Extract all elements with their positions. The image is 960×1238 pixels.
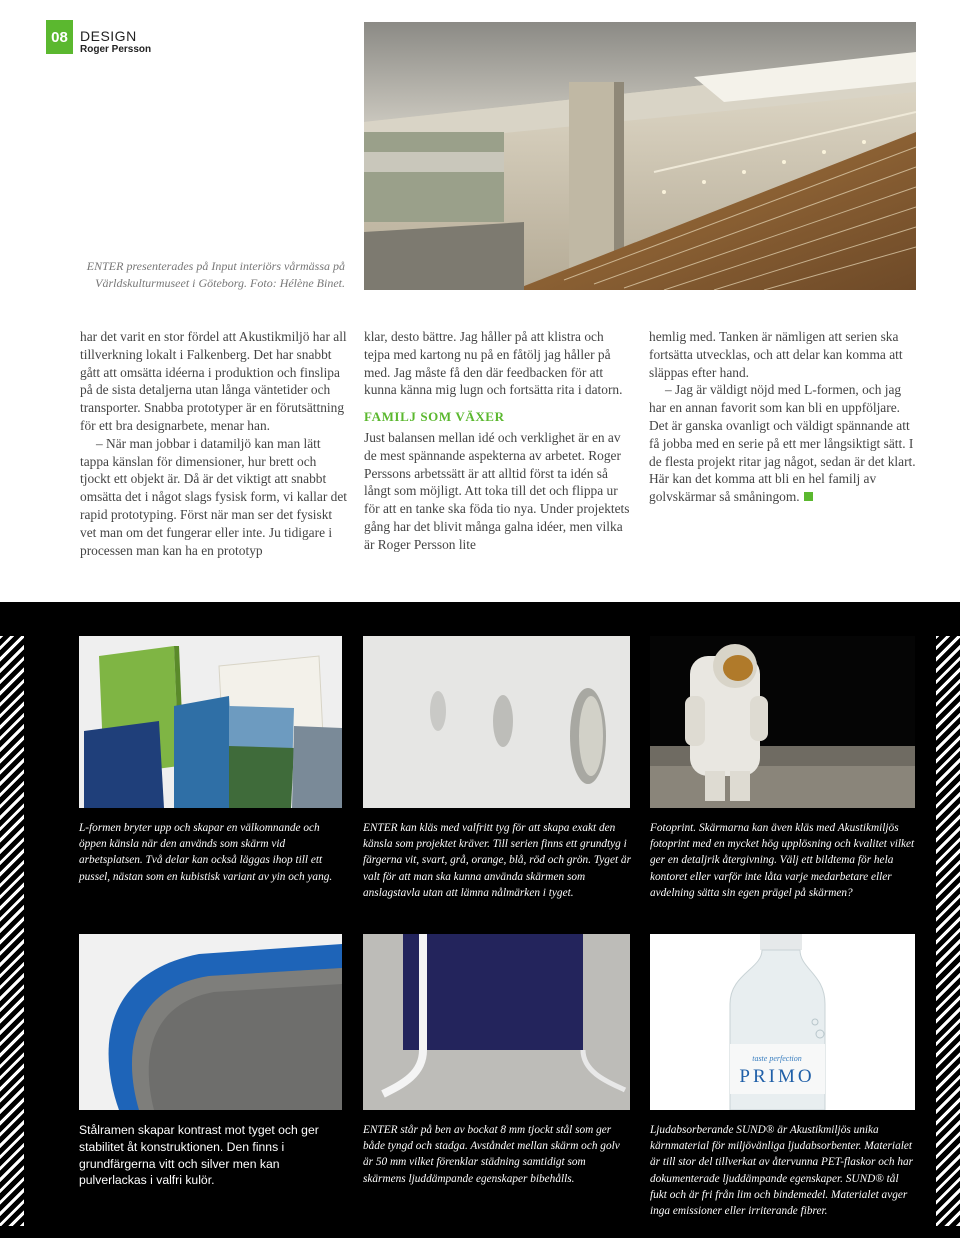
paragraph: hemlig med. Tanken är nämligen att serien ska fortsätta utvecklas, och att delar kan komma att släppas efter hand. <box>649 329 903 380</box>
subheading: FAMILJ SOM VÄXER <box>364 409 505 425</box>
astronaut-photoprint-photo <box>650 636 915 808</box>
gallery-caption: Ljudabsorberande SUND® är Akustikmiljös unika kärnmaterial för miljövänliga ljudabsorbenter. Materialet är till stor del tillverkat av återvunna PET-flaskor och har dokumenterade ljuddämpande egenskaper. SUND® tål fukt och är fri från lim och bindemedel. Materialet avger inga emissioner eller irriterande fibrer. <box>650 1124 914 1218</box>
gallery-caption: ENTER står på ben av bockat 8 mm tjockt stål som ger både tyngd och stadga. Avståndet mellan skärm och golv är 50 mm vilket förenklar städning samtidigt som skärmens ljuddämpande egenskaper bibehålls. <box>363 1124 620 1185</box>
article-column-2 <box>364 328 632 554</box>
gallery-caption: Fotoprint. Skärmarna kan även kläs med Akustikmiljös fotoprint med en mycket hög upplösning och kvalitet vilket ger en detaljrik återgivning. Välj ett bildtema för hela kontoret eller varför inte låta varje medarbetare eller avdelning sätta sin egen prägel på skärmen? <box>650 822 915 899</box>
article-column-3 <box>649 328 917 506</box>
primo-bottle-photo <box>650 934 915 1110</box>
author-name: Roger Persson <box>80 44 152 55</box>
page-number: 08 <box>46 20 73 54</box>
paragraph: Just balansen mellan idé och verklighet är en av de mest spännande aspekterna av arbetet. Roger Perssons arbetssätt är att alltid först ta idén så långt som möjligt. Att toka till det och flippa ur för att en tanke ska föda tio nya. Under projektets gång har det blivit många galna idéer, men vilka är Roger Persson lite <box>364 429 630 552</box>
section-title: DESIGN <box>80 28 137 44</box>
end-mark-icon <box>804 492 813 501</box>
hero-photo <box>364 22 916 290</box>
bottle-tagline: taste perfection <box>752 1054 802 1063</box>
bottle-label: PRIMO <box>739 1066 815 1087</box>
paragraph: har det varit en stor fördel att Akustikmiljö har all tillverkning lokalt i Falkenberg. Det har snabbt gått att omsätta idéerna i produktion och finslipa på de sista detaljerna utan långa väntetider och transporter. Snabba prototyper är en förutsättning för ett bra designarbete, menar han. <box>80 329 347 433</box>
stripe-decoration-right <box>936 636 960 1226</box>
gallery-caption: L-formen bryter upp och skapar en välkomnande och öppen känsla när den används som skärm vid arbetsplatsen. Två delar kan också läggas ihop till ett pussel, nästan som en kubistisk variant av yin och yang. <box>79 822 333 883</box>
stripe-decoration-left <box>0 636 24 1226</box>
pinned-fabric-photo <box>363 636 630 808</box>
paragraph: – Jag är väldigt nöjd med L-formen, och jag har en annan favorit som kan bli en uppföljare. Det är ganska ovanligt och väldigt spännande att få jobba med en serie på ett mer långsiktigt sätt. I de flesta projekt ritar jag något, sedan är det klart. Här kan det komma att bli en hel familj av golvskärmar så småningom. <box>649 382 916 505</box>
l-form-screens-photo <box>79 636 342 808</box>
article-column-1 <box>80 328 348 559</box>
paragraph: klar, desto bättre. Jag håller på att klistra och tejpa med kartong nu på en fåtölj jag håller på med. Jag måste få den där feedbacken för att kunna känna mig lugn och fortsätta rita i datorn. <box>364 329 623 398</box>
screen-legs-photo <box>363 934 630 1110</box>
gallery-caption: ENTER kan kläs med valfritt tyg för att skapa exakt den känsla som projektet kräver. Till serien finns ett grundtyg i färgerna vit, svart, grå, orange, blå, röd och grön. Tyget är valt för att man ska kunna använda skärmen som anslagstavla utan att lämna nålmärken i tyget. <box>363 822 631 899</box>
paragraph-with-end-mark <box>649 381 917 506</box>
hero-caption: ENTER presenterades på Input interiörs vårmässa på Världskulturmuseet i Göteborg. Foto: Hélène Binet. <box>86 259 345 290</box>
gallery-caption: Stålramen skapar kontrast mot tyget och ger stabilitet åt konstruktionen. Den finns i grundfärgerna vitt och silver men kan pulverlackas i valfri kulör. <box>79 1123 319 1188</box>
paragraph: – När man jobbar i datamiljö kan man lätt tappa känslan för dimensioner, hur brett och tjockt ett objekt är. Då är det viktigt att snabbt omsätta det i något slags fysisk form, vi kallar det rapid prototyping. Först när man ser det fysiskt vet man om det fungerar eller inte. Ju tidigare i processen man kan ha en prototyp <box>80 435 348 558</box>
steel-frame-photo <box>79 934 342 1110</box>
